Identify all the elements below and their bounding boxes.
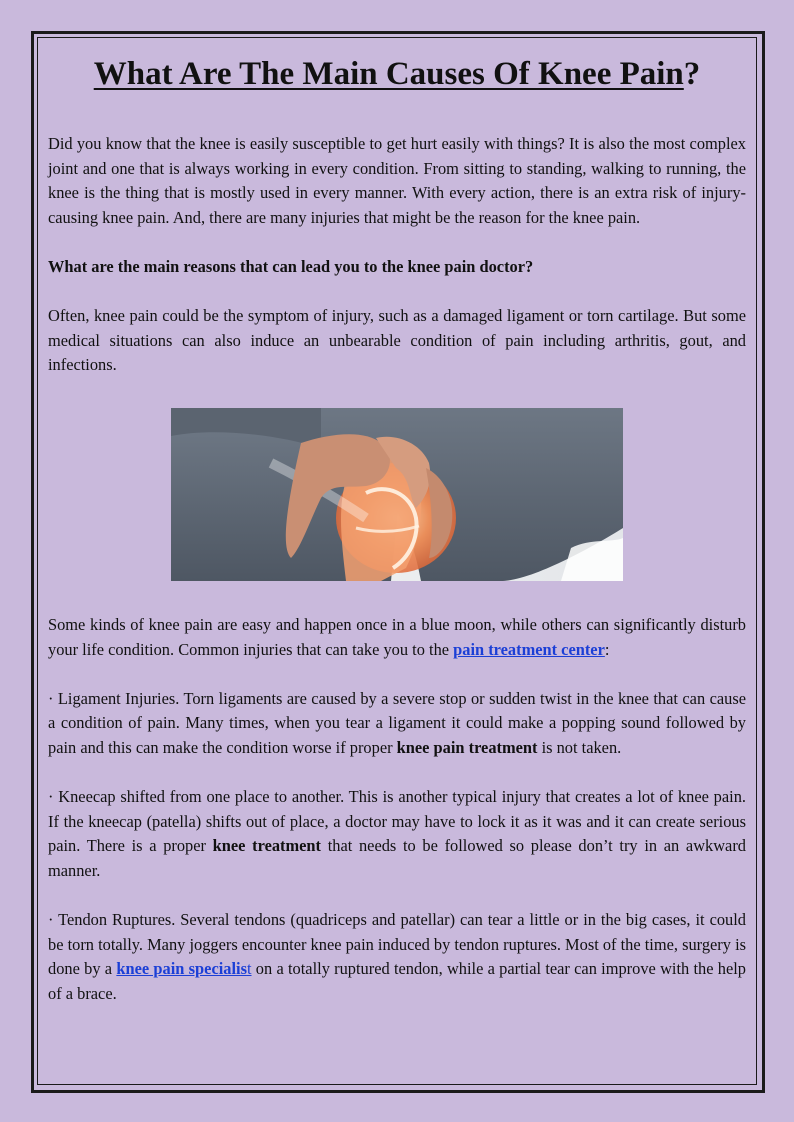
page-title xyxy=(48,52,746,96)
bullet-kneecap-shifted xyxy=(48,785,746,883)
pain-treatment-center-link[interactable]: pain treatment center xyxy=(453,639,605,659)
bullet-1-bold: knee pain treatment xyxy=(396,737,538,757)
paragraph-3 xyxy=(48,613,746,662)
bullet-2-bold: knee treatment xyxy=(212,836,322,856)
knee-pain-image xyxy=(171,408,623,581)
knee-pain-specialist-link-tail[interactable]: t xyxy=(246,959,252,979)
bullet-ligament-injuries xyxy=(48,687,746,761)
bullet-2-tail: that needs to be followed so please don’t try in an awkward manner. xyxy=(48,836,746,880)
paragraph-3-text: Some kinds of knee pain are easy and happen once in a blue moon, while others can significantly disturb your life condition. Common injuries that can take you to the xyxy=(48,614,746,659)
paragraph-3-tail: : xyxy=(604,639,610,659)
bullet-3-text: · Tendon Ruptures. Several tendons (quadriceps and patellar) can tear a little or in the big cases, it could be torn totally. Many joggers encounter knee pain induced by tendon ruptures. Most of the time, surgery is done by a xyxy=(48,910,746,979)
bullet-3-tail: on a totally ruptured tendon, while a partial tear can improve with the help of a brace. xyxy=(48,959,746,1003)
title-text: What Are The Main Causes Of Knee Pain xyxy=(93,56,684,92)
title-mark: ? xyxy=(683,56,701,92)
bullet-tendon-ruptures xyxy=(48,908,746,1006)
knee-pain-specialist-link[interactable]: knee pain specialis xyxy=(116,959,247,979)
intro-paragraph: Did you know that the knee is easily susceptible to get hurt easily with things? It is also the most complex joint and one that is always working in every condition. From sitting to standing, walking to running, the knee is the thing that is mostly used in every manner. With every action, there is an extra risk of injury-causing knee pain. And, there are many injuries that might be the reason for the knee pain. xyxy=(48,134,746,227)
bullet-1-tail: is not taken. xyxy=(537,737,622,757)
paragraph-2: Often, knee pain could be the symptom of injury, such as a damaged ligament or torn cartilage. But some medical situations can also induce an unbearable condition of pain including arthritis, gout, and infections. xyxy=(48,306,746,375)
knee-photo-illustration xyxy=(171,408,623,581)
article xyxy=(48,52,746,1006)
bullet-1-text: · Ligament Injuries. Torn ligaments are caused by a severe stop or sudden twist in the knee that can cause a condition of pain. Many times, when you tear a ligament it could make a popping sound followed by pain and this can make the condition worse if proper xyxy=(48,688,746,757)
subheading: What are the main reasons that can lead you to the knee pain doctor? xyxy=(48,256,534,276)
bullet-2-text: · Kneecap shifted from one place to another. This is another typical injury that creates a lot of knee pain. If the kneecap (patella) shifts out of place, a doctor may have to lock it as it was and it can create serious pain. There is a proper xyxy=(48,787,746,856)
